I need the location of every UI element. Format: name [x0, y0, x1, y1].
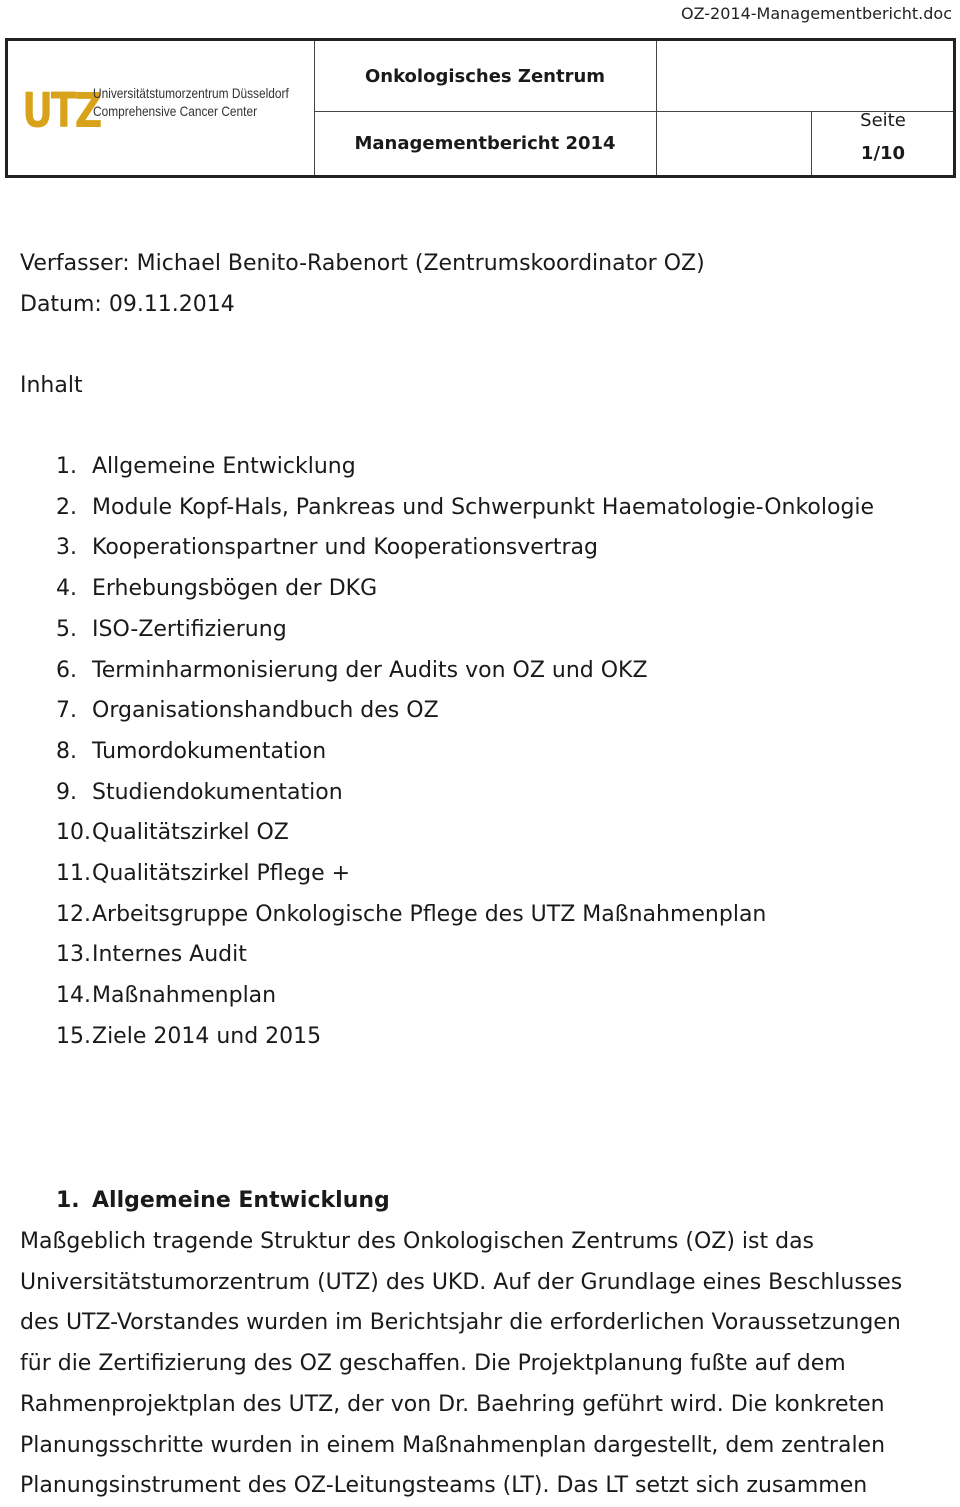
toc-number: 5.: [56, 616, 77, 642]
toc-number: 8.: [56, 738, 77, 764]
section-title: Allgemeine Entwicklung: [92, 1188, 390, 1213]
toc-label: ISO-Zertifizierung: [92, 616, 287, 642]
toc-number: 3.: [56, 535, 77, 561]
toc-label: Allgemeine Entwicklung: [92, 454, 356, 479]
toc-item: [56, 488, 874, 529]
utz-logo: [8, 41, 314, 175]
toc-label: Maßnahmenplan: [92, 983, 277, 1009]
paragraph-line: Rahmenprojektplan des UTZ, der von Dr. Baehring geführt wird. Die konkreten: [20, 1391, 885, 1417]
toc-item: [56, 1017, 874, 1058]
utz-logo-mark: UTZ: [22, 83, 101, 139]
toc-item: [56, 895, 874, 936]
toc-item: [56, 813, 874, 854]
contents-heading: Inhalt: [20, 373, 83, 398]
document-filename: OZ-2014-Managementbericht.doc: [681, 4, 952, 23]
toc-number: 11.: [56, 861, 91, 887]
toc-number: 13.: [56, 942, 91, 968]
toc-label: Arbeitsgruppe Onkologische Pflege des UTZ Maßnahmenplan: [92, 901, 767, 927]
toc-item: [56, 651, 874, 692]
toc-item: [56, 447, 874, 488]
table-of-contents: [56, 447, 874, 1058]
toc-item: [56, 732, 874, 773]
toc-label: Tumordokumentation: [92, 738, 327, 764]
toc-item: [56, 569, 874, 610]
utz-logo-text: [93, 84, 289, 120]
toc-item: [56, 976, 874, 1017]
toc-label: Erhebungsbögen der DKG: [92, 576, 378, 602]
header-title: Onkologisches Zentrum: [364, 65, 606, 87]
paragraph-line: für die Zertifizierung des OZ geschaffen. Die Projektplanung fußte auf dem: [20, 1351, 846, 1377]
toc-item: [56, 773, 874, 814]
toc-item: [56, 610, 874, 651]
toc-number: 9.: [56, 779, 77, 805]
section-paragraph: [20, 1222, 940, 1507]
toc-number: 2.: [56, 494, 77, 520]
toc-label: Internes Audit: [92, 942, 247, 968]
toc-number: 4.: [56, 576, 77, 602]
date-line: Datum: 09.11.2014: [20, 292, 235, 317]
toc-number: 15.: [56, 1023, 91, 1049]
toc-item: [56, 935, 874, 976]
header-divider: [656, 41, 657, 175]
logo-line-1: Universitätstumorzentrum Düsseldorf: [93, 85, 289, 101]
paragraph-line: Planungsschritte wurden in einem Maßnahmenplan dargestellt, dem zentralen: [20, 1432, 886, 1458]
logo-line-2: Comprehensive Cancer Center: [93, 103, 258, 119]
toc-number: 14.: [56, 983, 91, 1009]
toc-number: 6.: [56, 657, 77, 683]
toc-label: Qualitätszirkel Pflege +: [92, 861, 351, 887]
toc-label: Module Kopf-Hals, Pankreas und Schwerpunkt Haematologie-Onkologie: [92, 494, 875, 520]
toc-number: 10.: [56, 820, 91, 846]
toc-label: Kooperationspartner und Kooperationsvertrag: [92, 535, 598, 561]
author-line: Verfasser: Michael Benito-Rabenort (Zentrumskoordinator OZ): [20, 251, 705, 276]
toc-number: 1.: [56, 454, 77, 479]
paragraph-line: des UTZ-Vorstandes wurden im Berichtsjahr die erforderlichen Voraussetzungen: [20, 1310, 901, 1336]
page-label: Seite: [860, 110, 906, 131]
section-number: 1.: [56, 1188, 80, 1213]
header-subtitle: Managementbericht 2014: [354, 132, 616, 154]
toc-item: [56, 528, 874, 569]
toc-label: Organisationshandbuch des OZ: [92, 698, 439, 724]
toc-label: Ziele 2014 und 2015: [92, 1023, 322, 1049]
paragraph-line: Planungsinstrument des OZ-Leitungsteams (LT). Das LT setzt sich zusammen: [20, 1473, 868, 1499]
toc-item: [56, 854, 874, 895]
toc-label: Terminharmonisierung der Audits von OZ und OKZ: [92, 657, 648, 683]
paragraph-line: Maßgeblich tragende Struktur des Onkologischen Zentrums (OZ) ist das: [20, 1229, 815, 1254]
paragraph-line: Universitätstumorzentrum (UTZ) des UKD. Auf der Grundlage eines Beschlusses: [20, 1269, 903, 1295]
page-number: 1/10: [860, 143, 906, 164]
toc-number: 12.: [56, 901, 91, 927]
toc-item: [56, 691, 874, 732]
toc-label: Qualitätszirkel OZ: [92, 820, 289, 846]
section-heading: [56, 1181, 390, 1221]
toc-label: Studiendokumentation: [92, 779, 343, 805]
toc-number: 7.: [56, 698, 77, 724]
